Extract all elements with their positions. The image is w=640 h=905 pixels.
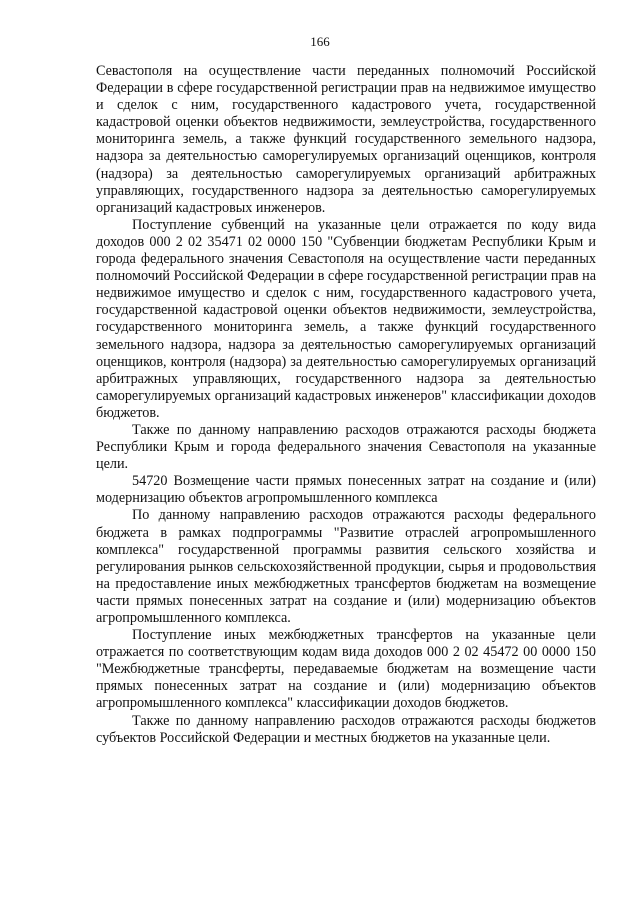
paragraph-continuation: Севастополя на осуществление части переданных полномочий Российской Федерации в сфере государственной регистрации прав на недвижимое имущество и сделок с ним, государственного кадастрового учета, государственной кадастровой оценки объектов недвижимости, землеустройства, государственного мониторинга земель, а также функций государственного земельного надзора, надзора за деятельностью саморегулируемых организаций оценщиков, контроля (надзора) за деятельностью саморегулируемых организаций арбитражных управляющих, государственного надзора за деятельностью саморегулируемых организаций кадастровых инженеров. xyxy=(96,63,596,216)
paragraph-crimea-sevastopol-expenses: Также по данному направлению расходов отражаются расходы бюджета Республики Крым и города федерального значения Севастополя на указанные цели. xyxy=(96,421,596,473)
page-number: 166 xyxy=(310,34,330,49)
paragraph-transfer-income-code: Поступление иных межбюджетных трансфертов на указанные цели отражается по соответствующим кодам вида доходов 000 2 02 45472 00 0000 150 "Межбюджетные трансферты, передаваемые бюджетам на возмещение части прямых понесенных затрат на создание и (или) модернизацию объектов агропромышленного комплекса" классификации доходов бюджетов. xyxy=(96,627,596,712)
paragraph-subvention-income-code: Поступление субвенций на указанные цели отражается по коду вида доходов 000 2 02 35471 02 0000 150 "Субвенции бюджетам Республики Крым и города федерального значения Севастополя на осуществление части переданных полномочий Российской Федерации в сфере государственной регистрации прав на недвижимое имущество и сделок с ним, государственного кадастрового учета, государственной кадастровой оценки объектов недвижимости, землеустройства, государственного мониторинга земель, а также функций государственного земельного надзора, надзора за деятельностью саморегулируемых организаций оценщиков, контроля (надзора) за деятельностью саморегулируемых организаций арбитражных управляющих, государственного надзора за деятельностью саморегулируемых организаций кадастровых инженеров" классификации доходов бюджетов. xyxy=(96,216,596,421)
paragraph-federal-budget-expenses: По данному направлению расходов отражаются расходы федерального бюджета в рамках подпрограммы "Развитие отраслей агропромышленного комплекса" государственной программы развития сельского хозяйства и регулирования рынков сельскохозяйственной продукции, сырья и продовольствия на предоставление иных межбюджетных трансфертов бюджетам на возмещение части прямых понесенных затрат на создание и (или) модернизацию объектов агропромышленного комплекса. xyxy=(96,507,596,626)
paragraph-regional-local-expenses: Также по данному направлению расходов отражаются расходы бюджетов субъектов Российской Федерации и местных бюджетов на указанные цели. xyxy=(96,712,596,746)
document-body xyxy=(96,63,596,747)
section-heading-54720: 54720 Возмещение части прямых понесенных затрат на создание и (или) модернизацию объектов агропромышленного комплекса xyxy=(96,473,596,507)
